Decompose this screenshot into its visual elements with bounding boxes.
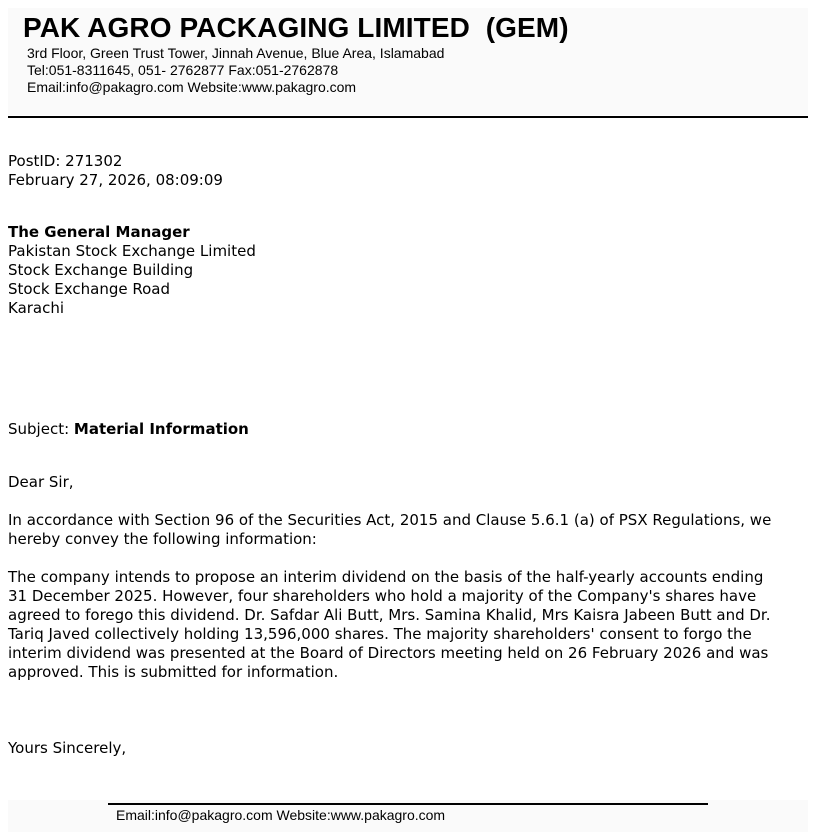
paragraph-dividend: The company intends to propose an interim dividend on the basis of the half-yearly accounts ending 31 December 2025. However, four shareholders who hold a majority of the Company's shares have agreed to forego this dividend. Dr. Safdar Ali Butt, Mrs. Samina Khalid, Mrs Kaisra Jabeen Butt and Dr. Tariq Javed collectively holding 13,596,000 shares. The majority shareholders' consent to forgo the interim dividend was presented at the Board of Directors meeting held on 26 February 2026 and was approved. This is submitted for information. [8,568,771,681]
company-name: PAK AGRO PACKAGING LIMITED (GEM) [23,12,569,43]
post-id: PostID: 271302 [8,152,123,170]
header-divider [8,116,808,118]
subject-line [8,420,249,439]
subject-text: Material Information [73,420,249,438]
recipient-line: Stock Exchange Building [8,261,194,279]
paragraph-regulation: In accordance with Section 96 of the Securities Act, 2015 and Clause 5.6.1 (a) of PSX Regulations, we hereby convey the following information: [8,511,772,548]
subject-label: Subject: [8,420,74,438]
recipient-line: Stock Exchange Road [8,280,170,298]
footer-divider [108,803,708,805]
post-datetime: February 27, 2026, 08:09:09 [8,171,223,189]
letterhead [8,8,808,115]
footer [8,800,808,832]
company-email-website: Email:info@pakagro.com Website:www.pakagro.com [27,79,357,95]
footer-email-website: Email:info@pakagro.com Website:www.pakagro.com [116,807,446,823]
recipient-line: Karachi [8,299,65,317]
recipient-title: The General Manager [8,223,190,241]
recipient-line: Pakistan Stock Exchange Limited [8,242,256,260]
salutation: Dear Sir, [8,473,74,491]
closing: Yours Sincerely, [8,739,127,757]
company-phone-fax: Tel:051-8311645, 051- 2762877 Fax:051-2762878 [27,62,339,78]
company-address: 3rd Floor, Green Trust Tower, Jinnah Avenue, Blue Area, Islamabad [27,45,445,61]
